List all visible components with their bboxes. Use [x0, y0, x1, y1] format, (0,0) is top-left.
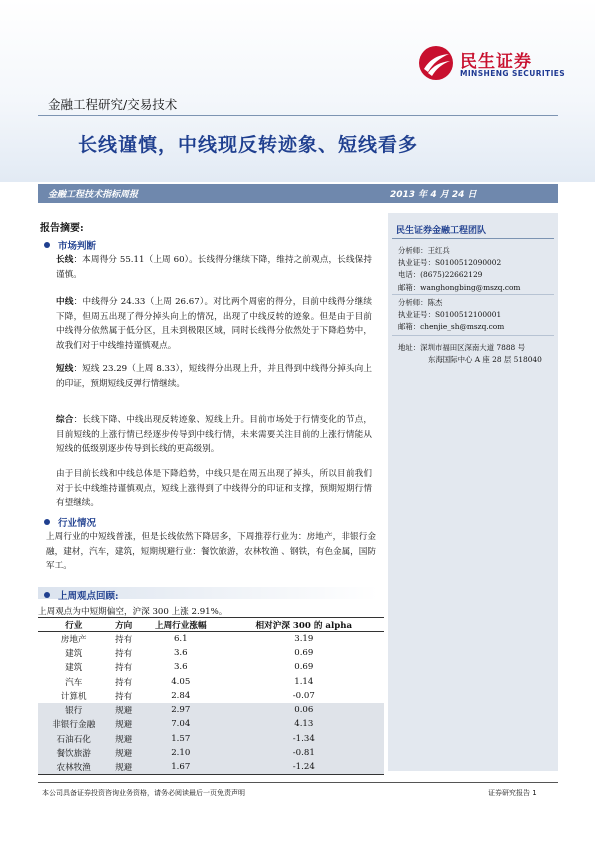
table-cell: 规避 — [109, 760, 138, 774]
table-cell: -1.24 — [224, 760, 384, 774]
short-term-label: 短线 — [56, 364, 74, 374]
footer-page-info: 证券研究报告 1 — [488, 789, 537, 797]
team-divider — [392, 238, 554, 239]
analyst-2-license: 执业证号：S0100512100001 — [398, 310, 502, 320]
table-cell: 2.97 — [138, 703, 224, 717]
summary-heading: 报告摘要: — [40, 223, 84, 234]
table-row — [38, 760, 384, 774]
last-week-summary: 上周观点为中短期偏空，沪深 300 上涨 2.91%。 — [38, 607, 228, 617]
table-cell: 持有 — [115, 691, 133, 702]
table-cell: 6.1 — [173, 633, 188, 644]
table-cell: 4.05 — [171, 676, 191, 687]
long-term-text: ：本周得分 55.11（上周 60）。长线得分继续下降，维持之前观点，长线保持谨慎。 — [56, 255, 372, 280]
address-line-1: 地址：深圳市福田区深南大道 7888 号 — [398, 343, 525, 352]
short-term-text: ：短线 23.29（上周 8.33），短线得分出现上升，并且得到中线得分掉头向上的印证，预期短线反弹行情继续。 — [56, 364, 372, 389]
table-row — [38, 732, 384, 746]
header-divider — [38, 115, 558, 116]
table-cell: 规避 — [109, 732, 138, 746]
column-header: 相对沪深 300 的 alpha — [224, 618, 384, 632]
section-market — [44, 238, 96, 252]
analyst-1-phone: 电话：(8675)22662129 — [398, 270, 483, 280]
section-last-week-title: 上周观点回顾: — [58, 591, 119, 602]
table-cell: 规避 — [109, 703, 138, 717]
contact-divider — [392, 335, 554, 336]
table-header-row — [38, 618, 384, 632]
table-cell: 4.13 — [224, 717, 384, 731]
mid-term-paragraph — [56, 295, 372, 353]
analyst-1-email[interactable]: 邮箱：wanghongbing@mszq.com — [398, 282, 521, 292]
table-cell: 3.6 — [173, 662, 188, 673]
table-cell: 0.69 — [294, 662, 314, 673]
team-title: 民生证券金融工程团队 — [396, 226, 487, 236]
report-date: 2013 年 4 月 24 日 — [390, 190, 477, 200]
overall-paragraph — [56, 413, 372, 457]
table-cell: 持有 — [115, 648, 133, 659]
analyst-1-license: 执业证号：S0100512090002 — [398, 258, 502, 268]
analyst-2-contact — [398, 297, 504, 334]
footer-disclaimer: 本公司具备证券投资咨询业务资格，请务必阅读最后一页免责声明 — [42, 789, 245, 797]
footer-divider — [38, 782, 558, 783]
long-term-label: 长线 — [56, 255, 74, 265]
brand-logo — [418, 45, 568, 85]
address-line-2: 东海国际中心 A 座 28 层 518040 — [428, 355, 542, 365]
analyst-2-name: 分析师：陈杰 — [398, 298, 443, 307]
table-cell: 计算机 — [60, 691, 87, 702]
overall-text: ：长线下降、中线出现反转迹象、短线上升。目前市场处于行情变化的节点，目前短线的上涨行情已经逐步传导到中线行情，未来需要关注目前的上涨行情能从短线的低级别逐步传导到长线的更高级别。 — [56, 415, 372, 455]
industry-paragraph: 上周行业的中短线普涨，但是长线依然下降居多，下周推荐行业为：房地产，非银行金融，建材，汽车，建筑，短期规避行业：餐饮旅游，农林牧渔 、钢铁，有色金属，国防军工。 — [46, 532, 376, 572]
table-cell: 石油石化 — [38, 732, 109, 746]
brand-logo-icon — [418, 45, 454, 81]
table-cell: -0.07 — [292, 690, 315, 701]
analyst-sidebar — [388, 213, 558, 771]
table-row — [38, 646, 384, 660]
table-cell: 汽车 — [65, 677, 83, 688]
report-title: 长线谨慎，中线现反转迹象、短线看多 — [78, 134, 419, 156]
bullet-icon — [44, 519, 50, 525]
table-cell: 3.19 — [294, 633, 314, 644]
table-cell: 0.69 — [294, 647, 314, 658]
table-row — [38, 746, 384, 760]
table-cell: 1.14 — [294, 676, 314, 687]
section-industry-title: 行业情况 — [58, 518, 97, 529]
table-cell: 建筑 — [65, 648, 83, 659]
column-header: 方向 — [109, 618, 138, 632]
contact-divider — [392, 294, 554, 295]
table-row — [38, 689, 384, 703]
performance-table — [38, 617, 384, 775]
table-cell: 2.84 — [171, 690, 191, 701]
table-cell: 规避 — [109, 746, 138, 760]
column-header: 上周行业涨幅 — [138, 618, 224, 632]
table-cell: 3.6 — [173, 647, 188, 658]
table-row — [38, 703, 384, 717]
overall-paragraph-2: 由于目前长线和中线总体是下降趋势，中线只是在周五出现了掉头，所以目前我们对于长中线维持谨慎观点，短线上涨得到了中线得分的印证和支撑，预期短期行情有望继续。 — [56, 469, 372, 509]
long-term-paragraph — [56, 253, 372, 282]
report-band — [38, 184, 558, 203]
table-cell: -0.81 — [224, 746, 384, 760]
table-cell: 1.57 — [138, 732, 224, 746]
report-series: 金融工程技术指标周报 — [48, 190, 139, 200]
section-last-week — [44, 588, 119, 602]
mid-term-label: 中线 — [56, 297, 74, 307]
analyst-2-email[interactable]: 邮箱：chenjie_sh@mszq.com — [398, 322, 505, 332]
table-row — [38, 674, 384, 688]
table-cell: 建筑 — [65, 663, 83, 674]
overall-label: 综合 — [56, 415, 74, 425]
table-cell: 规避 — [109, 717, 138, 731]
mid-term-text: ：中线得分 24.33（上周 26.67）。对比两个周密的得分，目前中线得分继续下降，但周五出现了得分掉头向上的情况，出现了中线反转的迹象。但是由于目前中线得分依然属于低分区，且未到极限区域，同时长线得分依然处于下降趋势中，故我们对于中线维持谨慎观点。 — [56, 297, 372, 351]
report-category: 金融工程研究/交易技术 — [48, 97, 178, 112]
column-header: 行业 — [38, 618, 109, 632]
short-term-paragraph — [56, 362, 372, 391]
section-industry — [44, 515, 96, 529]
table-row — [38, 632, 384, 646]
table-row — [38, 660, 384, 674]
brand-name-en: MINSHENG SECURITIES — [460, 69, 566, 78]
table-cell: 银行 — [38, 703, 109, 717]
table-cell: 2.10 — [138, 746, 224, 760]
table-cell: 0.06 — [224, 703, 384, 717]
bullet-icon — [44, 242, 50, 248]
section-market-title: 市场判断 — [58, 241, 97, 252]
table-cell: 农林牧渔 — [38, 760, 109, 774]
table-cell: 非银行金融 — [38, 717, 109, 731]
table-cell: 7.04 — [138, 717, 224, 731]
bullet-icon — [44, 592, 50, 598]
brand-name-cn: 民生证券 — [460, 52, 532, 72]
table-cell: 持有 — [115, 634, 133, 645]
table-cell: 持有 — [115, 663, 133, 674]
table-cell: 房地产 — [60, 634, 87, 645]
analyst-1-name: 分析师：王红兵 — [398, 246, 450, 255]
table-cell: 1.67 — [138, 760, 224, 774]
analyst-1-contact — [398, 245, 520, 294]
table-cell: 餐饮旅游 — [38, 746, 109, 760]
table-cell: -1.34 — [224, 732, 384, 746]
table-cell: 持有 — [115, 677, 133, 688]
office-address — [398, 342, 542, 366]
table-row — [38, 717, 384, 731]
table-body — [38, 632, 384, 775]
